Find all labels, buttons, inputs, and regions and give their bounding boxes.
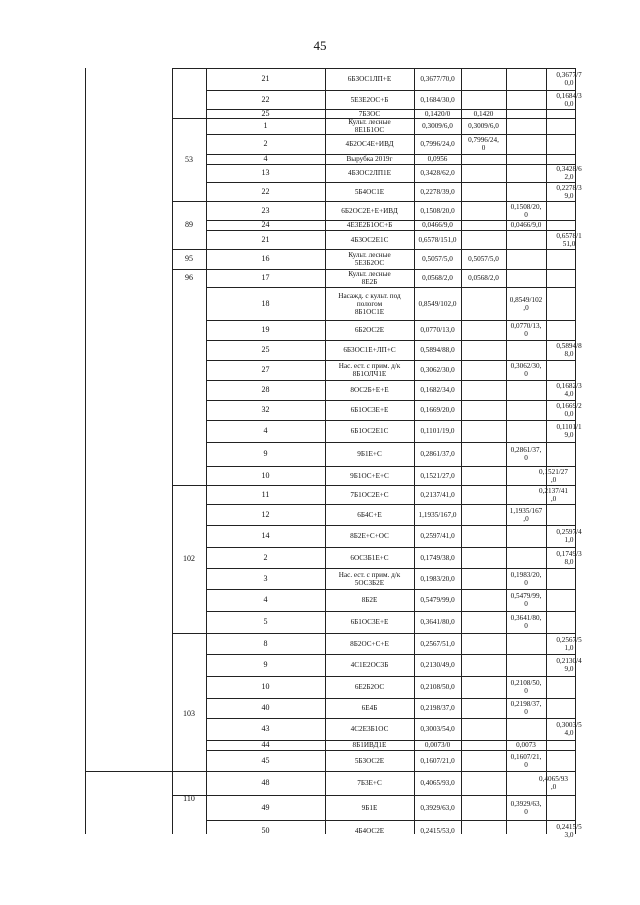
allotment-number: 2 (263, 139, 268, 148)
area-volume-col-5 (461, 380, 506, 400)
area-volume-col-8: 0,2415/5 3,0 (556, 822, 582, 839)
area-volume-total: 0,2597/41,0 (420, 532, 455, 540)
stand-composition: 4Е3Е2Б1ОС+Б (346, 221, 393, 229)
allotment-number: 4 (263, 426, 268, 435)
area-volume-col-6: 0,2861/37, 0 (510, 446, 542, 462)
area-volume-total: 0,5894/88,0 (420, 346, 455, 354)
stand-composition: 5Е3Е2ОС+Б (350, 95, 389, 104)
allotment-number: 22 (261, 94, 270, 104)
area-volume-col-5 (461, 90, 506, 109)
area-volume-col-7 (546, 201, 561, 220)
stand-composition: 9Б1Е (361, 803, 378, 812)
area-volume-col-8 (561, 750, 577, 771)
area-volume-total: 0,7996/24,0 (420, 140, 455, 148)
area-volume-col-6: 0,3062/30, 0 (510, 362, 542, 378)
area-volume-col-7 (546, 740, 561, 750)
area-volume-col-8 (561, 795, 577, 820)
compartment-number: 96 (185, 273, 193, 282)
area-volume-col-8 (561, 611, 577, 633)
compartment-number: 53 (185, 154, 193, 164)
area-volume-col-5 (461, 740, 506, 750)
stand-composition: Культ. лесные 5Е3Б2ОС (348, 251, 391, 267)
allotment-number: 16 (261, 254, 270, 263)
area-volume-col-8: 0,3677/7 0,0 (556, 71, 582, 87)
stand-composition: 6Б1ОС3Е+Е (350, 406, 389, 414)
stand-composition: 6Б4С+Е (357, 510, 382, 519)
area-volume-col-8: 0,5894/8 8,0 (556, 342, 582, 358)
area-volume-col-5: 0,5057/5,0 (468, 255, 499, 263)
area-volume-total: 0,2108/50,0 (420, 683, 455, 691)
stand-composition: 4Б4ОС2Е (354, 826, 385, 835)
area-volume-col-6: 0,1983/20, 0 (510, 570, 542, 587)
area-volume-total: 0,1749/38,0 (420, 553, 455, 562)
area-volume-col-6 (506, 420, 546, 442)
area-volume-col-6: 0,8549/102 ,0 (509, 295, 543, 312)
area-volume-col-6 (506, 164, 546, 182)
allotment-number: 50 (261, 825, 270, 835)
compartment-number: 89 (185, 220, 193, 229)
area-volume-col-8: 0,2130/4 9,0 (556, 657, 582, 673)
allotment-number: 10 (261, 470, 270, 480)
area-volume-col-5 (461, 589, 506, 611)
area-volume-total: 0,0956 (427, 155, 448, 163)
area-volume-col-5 (461, 698, 506, 718)
area-volume-col-5 (461, 466, 506, 485)
stand-composition: Нас. ест. с прим. д/к 5ОС3Б2Е (338, 570, 401, 587)
allotment-number: 22 (261, 186, 270, 196)
stand-composition: 7Б3ОС (358, 109, 381, 118)
area-volume-col-6: 1,1935/167 ,0 (509, 506, 543, 523)
area-volume-total: 0,3677/70,0 (420, 75, 455, 83)
area-volume-col-5 (461, 633, 506, 654)
stand-composition: 6БЗОС1ЛП+Е (347, 75, 392, 83)
area-volume-col-8 (561, 740, 577, 750)
area-volume-col-7 (546, 287, 561, 320)
area-volume-col-8 (561, 771, 577, 795)
area-volume-col-5 (461, 164, 506, 182)
area-volume-col-6 (506, 820, 546, 841)
area-volume-total: 0,1101/19,0 (420, 427, 455, 435)
area-volume-col-5: 0,1420 (473, 109, 494, 118)
compartment-number: 95 (185, 254, 193, 263)
stand-composition: 4С1Е2ОС3Б (350, 661, 389, 669)
area-volume-col-8 (561, 568, 577, 589)
area-volume-col-5 (461, 820, 506, 841)
area-volume-col-6: 0,2108/50, 0 (510, 679, 542, 695)
allotment-number: 11 (261, 489, 270, 499)
allotment-number: 2 (263, 552, 268, 562)
compartment-number: 103 (183, 709, 195, 718)
area-volume-col-8 (561, 442, 577, 466)
area-volume-col-7 (546, 220, 561, 230)
allotment-number: 12 (261, 509, 270, 519)
area-volume-col-7 (546, 442, 561, 466)
area-volume-total: 0,0770/13,0 (420, 326, 455, 334)
stand-composition: 4Б3ОС2Е1С (350, 235, 389, 244)
stand-composition: Насажд. с культ. под пологом 8Б1ОС1Е (338, 291, 401, 316)
area-volume-total: 0,2415/53,0 (420, 826, 455, 835)
area-volume-col-5 (461, 504, 506, 525)
area-volume-col-5 (461, 611, 506, 633)
area-volume-col-7 (546, 589, 561, 611)
area-volume-col-5 (461, 654, 506, 676)
stand-composition: 8ОС2Б+Е+Е (350, 386, 389, 394)
area-volume-total: 0,3641/80,0 (420, 618, 455, 626)
area-volume-col-5 (461, 68, 506, 90)
area-volume-col-6: 0,1508/20, 0 (510, 202, 542, 219)
area-volume-col-6: 0,1607/21, 0 (510, 752, 542, 769)
area-volume-col-7 (546, 795, 561, 820)
allotment-number: 45 (261, 755, 270, 765)
stand-composition: 6Б2ОС2Е+Е+ИВД (341, 206, 398, 215)
area-volume-col-5 (461, 420, 506, 442)
area-volume-col-6 (506, 109, 546, 118)
stand-composition: 8Б1ИВД1Е (352, 741, 387, 749)
allotment-number: 8 (263, 638, 268, 648)
area-volume-col-5 (461, 400, 506, 420)
allotment-number: 21 (261, 74, 270, 83)
area-volume-total: 0,3009/6,0 (422, 122, 453, 130)
area-volume-col-5 (461, 201, 506, 220)
area-volume-total: 0,1684/30,0 (420, 95, 455, 104)
area-volume-col-8 (561, 466, 577, 485)
stand-composition: Вырубка 2019г (346, 155, 393, 163)
area-volume-col-7: 0,4065/93 ,0 (539, 775, 568, 791)
area-volume-col-5 (461, 154, 506, 164)
area-volume-col-8 (561, 320, 577, 340)
area-volume-total: 0,5479/99,0 (420, 596, 455, 604)
area-volume-col-5 (461, 750, 506, 771)
compartment-number: 110 (183, 794, 195, 803)
area-volume-col-6: 0,3929/63, 0 (510, 799, 542, 816)
area-volume-col-6: 0,5479/99, 0 (510, 592, 542, 608)
area-volume-total: 0,3929/63,0 (420, 803, 455, 812)
stand-composition: 5Б4ОС1Е (354, 187, 385, 196)
area-volume-col-6 (506, 633, 546, 654)
allotment-number: 19 (261, 325, 270, 334)
area-volume-col-5 (461, 182, 506, 201)
stand-composition: 9Б1ОС+Е+С (350, 471, 389, 480)
area-volume-col-8 (561, 360, 577, 380)
area-volume-col-5 (461, 360, 506, 380)
forest-inventory-table (85, 68, 582, 839)
area-volume-col-8: 0,2567/5 1,0 (556, 635, 582, 652)
area-volume-col-5 (461, 795, 506, 820)
area-volume-col-7 (546, 504, 561, 525)
stand-composition: 6Б1ОС3Е+Е (350, 618, 389, 626)
area-volume-col-7 (546, 320, 561, 340)
allotment-number: 49 (261, 802, 270, 812)
stand-composition: Культ. лесные 8Е2Б (348, 270, 391, 286)
area-volume-total: 0,2278/39,0 (420, 187, 455, 196)
stand-composition: 4БЗОС2ЛП1Е (347, 169, 392, 177)
area-volume-col-6 (506, 230, 546, 249)
area-volume-col-7 (546, 118, 561, 134)
area-volume-col-7: 0,1521/27 ,0 (539, 467, 568, 484)
area-volume-col-8: 0,3428/6 2,0 (556, 165, 582, 181)
area-volume-col-8: 0,6578/1 51,0 (556, 231, 582, 248)
area-volume-col-5: 0,3009/6,0 (468, 122, 499, 130)
area-volume-col-6 (506, 400, 546, 420)
stand-composition: Культ. лесные 8Е1Б1ОС (348, 118, 391, 134)
allotment-number: 17 (261, 273, 270, 282)
area-volume-col-6: 0,3641/80, 0 (510, 614, 542, 630)
area-volume-total: 0,6578/151,0 (418, 235, 457, 244)
area-volume-total: 0,1983/20,0 (420, 574, 455, 583)
area-volume-col-8 (561, 154, 577, 164)
table-left-border (85, 68, 86, 834)
allotment-number: 4 (263, 595, 268, 604)
area-volume-col-5: 0,7996/24, 0 (468, 136, 499, 152)
area-volume-col-6 (506, 340, 546, 360)
area-volume-col-5 (461, 568, 506, 589)
area-volume-total: 0,1607/21,0 (420, 756, 455, 765)
area-volume-col-7 (546, 134, 561, 154)
area-volume-total: 0,0466/9,0 (422, 221, 453, 229)
area-volume-col-7 (546, 154, 561, 164)
area-volume-col-7 (546, 676, 561, 698)
area-volume-col-6 (506, 90, 546, 109)
stand-composition: 7Б3Е+С (357, 779, 382, 787)
area-volume-col-5 (461, 442, 506, 466)
area-volume-col-8: 0,1669/2 0,0 (556, 402, 582, 418)
area-volume-total: 1,1935/167,0 (418, 510, 457, 519)
area-volume-total: 0,2861/37,0 (420, 450, 455, 458)
area-volume-total: 0,2198/37,0 (420, 704, 455, 712)
area-volume-total: 0,1669/20,0 (420, 406, 455, 414)
allotment-number: 25 (261, 345, 270, 354)
area-volume-col-8: 0,1101/1 9,0 (556, 423, 582, 439)
allotment-number: 44 (261, 740, 270, 749)
allotment-number: 9 (263, 449, 268, 458)
area-volume-total: 0,1521/27,0 (420, 471, 455, 480)
area-volume-total: 0,3003/54,0 (420, 725, 455, 733)
allotment-number: 23 (261, 205, 270, 215)
area-volume-col-7 (546, 360, 561, 380)
area-volume-col-8: 0,3003/5 4,0 (556, 721, 582, 737)
area-volume-total: 0,4065/93,0 (420, 779, 455, 787)
area-volume-col-6 (506, 547, 546, 568)
area-volume-col-8 (561, 134, 577, 154)
area-volume-col-5 (461, 525, 506, 547)
stand-composition: 6Б2ОС2Е (354, 326, 385, 334)
area-volume-col-8 (561, 698, 577, 718)
area-volume-col-8 (561, 201, 577, 220)
area-volume-col-5 (461, 340, 506, 360)
allotment-number: 24 (261, 220, 270, 229)
area-volume-total: 0,1508/20,0 (420, 206, 455, 215)
area-volume-col-8 (561, 109, 577, 118)
area-volume-col-7 (546, 568, 561, 589)
area-volume-col-7 (546, 269, 561, 287)
area-volume-col-8: 0,2597/4 1,0 (556, 528, 582, 544)
area-volume-col-8: 0,1749/3 8,0 (556, 549, 582, 566)
area-volume-col-6 (506, 380, 546, 400)
area-volume-col-8 (561, 249, 577, 269)
area-volume-col-5 (461, 547, 506, 568)
allotment-number: 25 (261, 108, 270, 118)
area-volume-col-8 (561, 504, 577, 525)
area-volume-col-5 (461, 771, 506, 795)
compartment-number (172, 68, 206, 118)
area-volume-col-8 (561, 676, 577, 698)
area-volume-col-5 (461, 230, 506, 249)
allotment-number: 32 (261, 405, 270, 414)
area-volume-col-6: 0,0466/9,0 (510, 221, 542, 229)
area-volume-col-7 (546, 750, 561, 771)
area-volume-col-7 (546, 109, 561, 118)
allotment-number: 5 (263, 617, 268, 626)
allotment-number: 3 (263, 573, 268, 583)
area-volume-col-8 (561, 118, 577, 134)
area-volume-total: 0,0568/2,0 (422, 274, 453, 282)
area-volume-total: 0,1682/34,0 (420, 386, 455, 394)
area-volume-col-8 (561, 485, 577, 504)
area-volume-col-8: 0,1682/3 4,0 (556, 382, 582, 398)
stand-composition: 6Е2Б2ОС (354, 683, 385, 691)
area-volume-col-5 (461, 485, 506, 504)
area-volume-total: 0,2137/41,0 (420, 490, 455, 499)
area-volume-col-7 (546, 249, 561, 269)
stand-composition: 9Б1Е+С (357, 450, 382, 458)
stand-composition: 6Б3ОС1Е+ЛП+С (343, 346, 396, 354)
area-volume-col-6: 0,0770/13, 0 (510, 322, 542, 338)
area-volume-total: 0,5057/5,0 (422, 255, 453, 263)
area-volume-total: 0,3428/62,0 (420, 169, 455, 177)
area-volume-col-8: 0,1684/3 0,0 (556, 91, 582, 108)
stand-composition: 4Б2ОС4Е+ИВД (345, 140, 394, 148)
area-volume-col-6 (506, 525, 546, 547)
area-volume-col-8 (561, 589, 577, 611)
area-volume-col-8: 0,2278/3 9,0 (556, 183, 582, 200)
area-volume-col-8 (561, 220, 577, 230)
area-volume-total: 0,1420/0 (424, 109, 451, 118)
area-volume-col-5 (461, 220, 506, 230)
area-volume-total: 0,2130/49,0 (420, 661, 455, 669)
area-volume-col-7 (546, 698, 561, 718)
stand-composition: 8Б2Е (361, 596, 378, 604)
allotment-number: 18 (261, 298, 270, 308)
area-volume-col-6 (506, 68, 546, 90)
area-volume-col-6 (506, 249, 546, 269)
compartment-number: 102 (183, 554, 195, 563)
stand-composition: Нас. ест. с прим. д/к 8Б1ОЛЧ1Е (338, 362, 401, 378)
stand-composition: 6Б1ОС2Е1С (350, 427, 389, 435)
stand-composition: 8Б2ОС+С+Е (350, 639, 389, 648)
area-volume-col-8 (561, 269, 577, 287)
allotment-number: 28 (261, 385, 270, 394)
area-volume-total: 0,8549/102,0 (418, 299, 457, 308)
allotment-number: 40 (261, 703, 270, 712)
area-volume-col-7 (546, 611, 561, 633)
area-volume-col-5: 0,0568/2,0 (468, 274, 499, 282)
stand-composition: 5Б3ОС2Е (354, 756, 385, 765)
area-volume-total: 0,0073/0 (424, 741, 451, 749)
stand-composition: 4С2Е3Б1ОС (350, 725, 389, 733)
allotment-number: 10 (261, 682, 270, 691)
area-volume-col-8 (561, 287, 577, 320)
area-volume-col-6: 0,2198/37, 0 (510, 700, 542, 716)
area-volume-col-6 (506, 134, 546, 154)
area-volume-col-5 (461, 718, 506, 740)
area-volume-col-6 (506, 654, 546, 676)
area-volume-col-6 (506, 269, 546, 287)
allotment-number: 48 (261, 778, 270, 787)
area-volume-col-5 (461, 676, 506, 698)
area-volume-col-7: 0,2137/41 ,0 (539, 486, 568, 503)
area-volume-col-6: 0,0073 (516, 741, 536, 749)
area-volume-col-6 (506, 182, 546, 201)
stand-composition: 7Б1ОС2Е+С (350, 490, 389, 499)
allotment-number: 1 (263, 121, 268, 130)
stand-composition: 6ОС3Б1Е+С (350, 553, 389, 562)
allotment-number: 27 (261, 365, 270, 374)
page-number: 45 (313, 38, 327, 53)
allotment-number: 4 (263, 154, 268, 163)
allotment-number: 9 (263, 660, 268, 669)
stand-composition: 8Б2Е+С+ОС (350, 532, 389, 540)
allotment-number: 43 (261, 724, 270, 733)
allotment-number: 14 (261, 531, 270, 540)
allotment-number: 13 (261, 168, 270, 177)
allotment-number: 21 (261, 234, 270, 244)
stand-composition: 6Е4Б (361, 704, 378, 712)
area-volume-total: 0,3062/30,0 (420, 366, 455, 374)
area-volume-col-6 (506, 154, 546, 164)
area-volume-col-6 (506, 118, 546, 134)
area-volume-col-6 (506, 718, 546, 740)
area-volume-total: 0,2567/51,0 (420, 639, 455, 648)
area-volume-col-5 (461, 320, 506, 340)
area-volume-col-5 (461, 287, 506, 320)
